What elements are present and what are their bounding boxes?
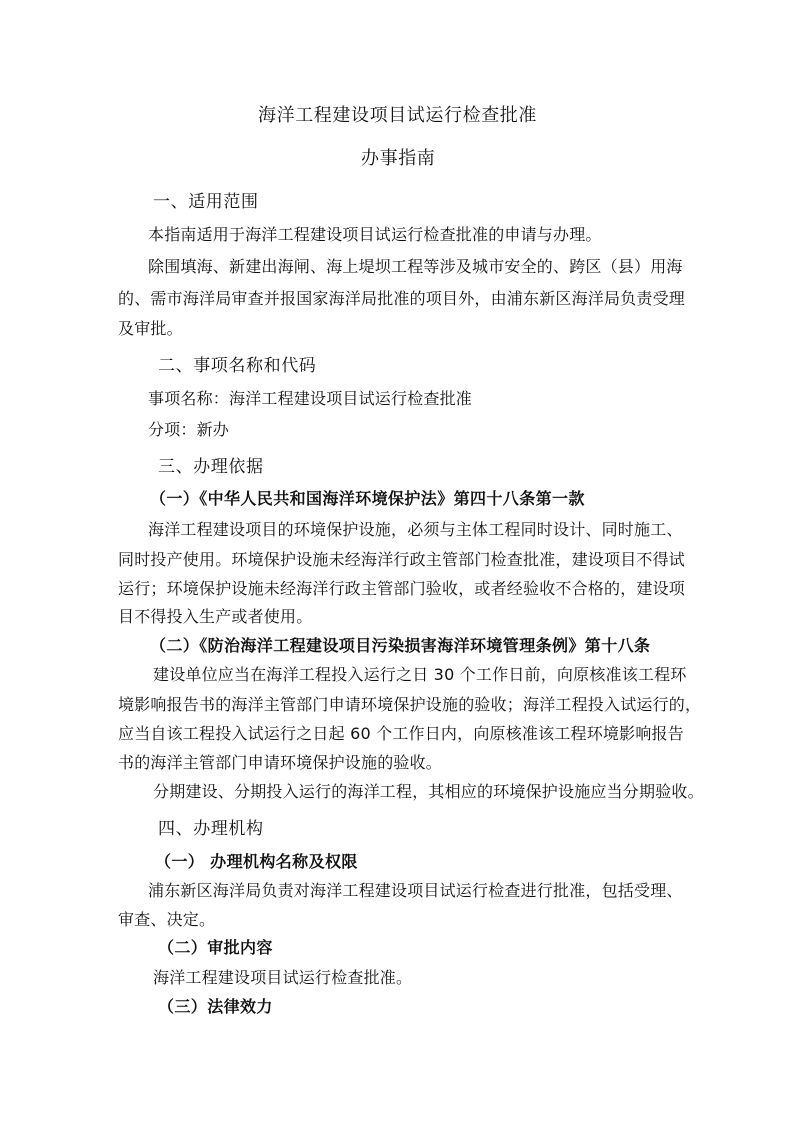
document-title: 海洋工程建设项目试运行检查批准: [258, 105, 537, 126]
paragraph-line: 运行；环境保护设施未经海洋行政主管部门验收，或者经验收不合格的，建设项: [118, 579, 686, 598]
paragraph-line: 本指南适用于海洋工程建设项目试运行检查批准的申请与办理。: [148, 225, 602, 244]
subsection-heading: （一） 办理机构名称及权限: [155, 852, 358, 871]
section-heading-agency: 四、办理机构: [158, 819, 264, 839]
paragraph-line: 除围填海、新建出海闸、海上堤坝工程等涉及城市安全的、跨区（县）用海: [148, 257, 683, 276]
paragraph-line: 及审批。: [118, 319, 183, 338]
paragraph-line: 的、需市海洋局审查并报国家海洋局批准的项目外，由浦东新区海洋局负责受理: [118, 289, 686, 308]
paragraph-line: 事项名称：海洋工程建设项目试运行检查批准: [148, 389, 473, 408]
subsection-heading: （二）审批内容: [158, 938, 273, 957]
subsection-heading: （一）《中华人民共和国海洋环境保护法》第四十八条第一款: [150, 489, 585, 508]
paragraph-line: 分期建设、分期投入运行的海洋工程，其相应的环境保护设施应当分期验收。: [153, 782, 704, 801]
paragraph-line: 浦东新区海洋局负责对海洋工程建设项目试运行检查进行批准，包括受理、: [148, 881, 683, 900]
section-heading-scope: 一、适用范围: [153, 192, 259, 212]
subsection-heading: （二）《防治海洋工程建设项目污染损害海洋环境管理条例》第十八条: [150, 636, 651, 655]
paragraph-line: 分项：新办: [148, 420, 230, 439]
paragraph-line: 海洋工程建设项目的环境保护设施，必须与主体工程同时设计、同时施工、: [148, 520, 683, 539]
paragraph-line: 境影响报告书的海洋主管部门申请环境保护设施的验收；海洋工程投入试运行的，: [118, 695, 702, 714]
section-heading-item-name: 二、事项名称和代码: [158, 356, 317, 376]
paragraph-line: 目不得投入生产或者使用。: [118, 607, 313, 626]
subsection-heading: （三）法律效力: [158, 997, 273, 1016]
document-subtitle: 办事指南: [361, 148, 436, 169]
paragraph-line: 同时投产使用。环境保护设施未经海洋行政主管部门检查批准，建设项目不得试: [118, 550, 686, 569]
paragraph-line: 审查、决定。: [118, 910, 216, 929]
paragraph-line: 书的海洋主管部门申请环境保护设施的验收。: [118, 753, 443, 772]
section-heading-basis: 三、办理依据: [158, 457, 264, 477]
paragraph-line: 应当自该工程投入试运行之日起 60 个工作日内，向原核准该工程环境影响报告: [118, 724, 684, 743]
paragraph-line: 海洋工程建设项目试运行检查批准。: [153, 968, 413, 987]
paragraph-line: 建设单位应当在海洋工程投入运行之日 30 个工作日前，向原核准该工程环: [153, 665, 687, 684]
